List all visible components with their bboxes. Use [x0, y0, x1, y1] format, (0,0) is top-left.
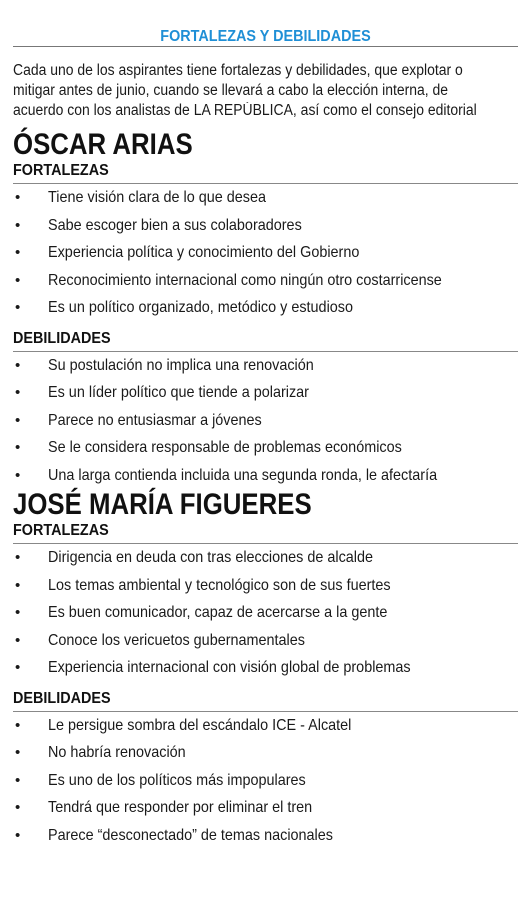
candidate-name: JOSÉ MARÍA FIGUERES [13, 488, 312, 521]
candidate-section-arias [13, 129, 518, 489]
list-item-text: No habría renovación [48, 744, 186, 761]
list-item [13, 434, 518, 462]
list-item [13, 267, 518, 295]
list-item [13, 544, 518, 572]
list-item-text: Es un político organizado, metódico y estudioso [48, 299, 353, 316]
candidate-section-figueres [13, 489, 518, 849]
strengths-heading [13, 521, 518, 544]
list-item-text: Reconocimiento internacional como ningún otro costarricense [48, 271, 442, 289]
bullet-icon: • [15, 299, 21, 316]
strengths-list [13, 544, 518, 682]
weaknesses-heading-label: DEBILIDADES [13, 329, 111, 347]
bullet-icon: • [15, 439, 21, 456]
list-item-text: Una larga contienda incluida una segunda ronda, le afectaría [48, 466, 438, 484]
list-item [13, 712, 518, 740]
bullet-icon: • [15, 604, 21, 621]
list-item-text: Sabe escoger bien a sus colaboradores [48, 216, 302, 234]
intro-line: mitigar antes de junio, cuando se llevará a cabo la elección interna, de [13, 82, 449, 99]
bullet-icon: • [15, 384, 21, 401]
list-item [13, 627, 518, 655]
list-item-text: Parece “desconectado” de temas nacionales [48, 826, 333, 844]
strengths-heading-label: FORTALEZAS [13, 522, 109, 539]
list-item-text: Su postulación no implica una renovación [48, 356, 314, 374]
list-item [13, 379, 518, 407]
intro-paragraph [13, 61, 518, 121]
list-item [13, 184, 518, 212]
list-item-text: Tendrá que responder por eliminar el tren [48, 799, 313, 816]
bullet-icon: • [15, 826, 21, 844]
bullet-icon: • [15, 271, 21, 289]
list-item [13, 572, 518, 600]
intro-line: acuerdo con los analistas de LA REPÚBLICA, así como el consejo editorial [13, 102, 477, 119]
bullet-icon: • [15, 799, 21, 816]
list-item [13, 654, 518, 682]
list-item [13, 239, 518, 267]
bullet-icon: • [15, 744, 21, 761]
strengths-heading [13, 161, 518, 184]
bullet-icon: • [15, 771, 21, 789]
list-item-text: Se le considera responsable de problemas económicos [48, 439, 402, 456]
list-item-text: Parece no entusiasmar a jóvenes [48, 411, 262, 429]
bullet-icon: • [15, 466, 21, 484]
list-item-text: Experiencia política y conocimiento del Gobierno [48, 244, 360, 261]
list-item-text: Los temas ambiental y tecnológico son de sus fuertes [48, 576, 391, 594]
weaknesses-heading-label: DEBILIDADES [13, 689, 111, 707]
list-item-text: Tiene visión clara de lo que desea [48, 189, 267, 206]
bullet-icon: • [15, 716, 21, 734]
list-item [13, 794, 518, 822]
candidate-name: ÓSCAR ARIAS [13, 128, 193, 161]
list-item [13, 767, 518, 795]
list-item-text: Dirigencia en deuda con tras elecciones de alcalde [48, 549, 374, 566]
list-item [13, 599, 518, 627]
weaknesses-heading [13, 329, 518, 352]
list-item-text: Es buen comunicador, capaz de acercarse a la gente [48, 604, 388, 621]
bullet-icon: • [15, 411, 21, 429]
bullet-icon: • [15, 189, 21, 206]
weaknesses-list [13, 712, 518, 850]
strengths-heading-label: FORTALEZAS [13, 162, 109, 179]
bullet-icon: • [15, 631, 21, 649]
strengths-list [13, 184, 518, 322]
bullet-icon: • [15, 576, 21, 594]
bullet-icon: • [15, 659, 21, 676]
intro-line: Cada uno de los aspirantes tiene fortalezas y debilidades, que explotar o [13, 62, 463, 79]
list-item-text: Le persigue sombra del escándalo ICE - Alcatel [48, 716, 352, 734]
title-row [13, 0, 518, 47]
bullet-icon: • [15, 216, 21, 234]
list-item [13, 352, 518, 380]
page-title: FORTALEZAS Y DEBILIDADES [160, 28, 371, 45]
weaknesses-heading [13, 689, 518, 712]
list-item [13, 462, 518, 490]
list-item-text: Experiencia internacional con visión global de problemas [48, 659, 411, 676]
list-item [13, 739, 518, 767]
bullet-icon: • [15, 356, 21, 374]
list-item [13, 822, 518, 850]
bullet-icon: • [15, 549, 21, 566]
list-item [13, 294, 518, 322]
weaknesses-list [13, 352, 518, 490]
list-item-text: Es un líder político que tiende a polarizar [48, 384, 309, 401]
list-item-text: Es uno de los políticos más impopulares [48, 771, 306, 789]
list-item-text: Conoce los vericuetos gubernamentales [48, 631, 305, 649]
bullet-icon: • [15, 244, 21, 261]
list-item [13, 212, 518, 240]
list-item [13, 407, 518, 435]
